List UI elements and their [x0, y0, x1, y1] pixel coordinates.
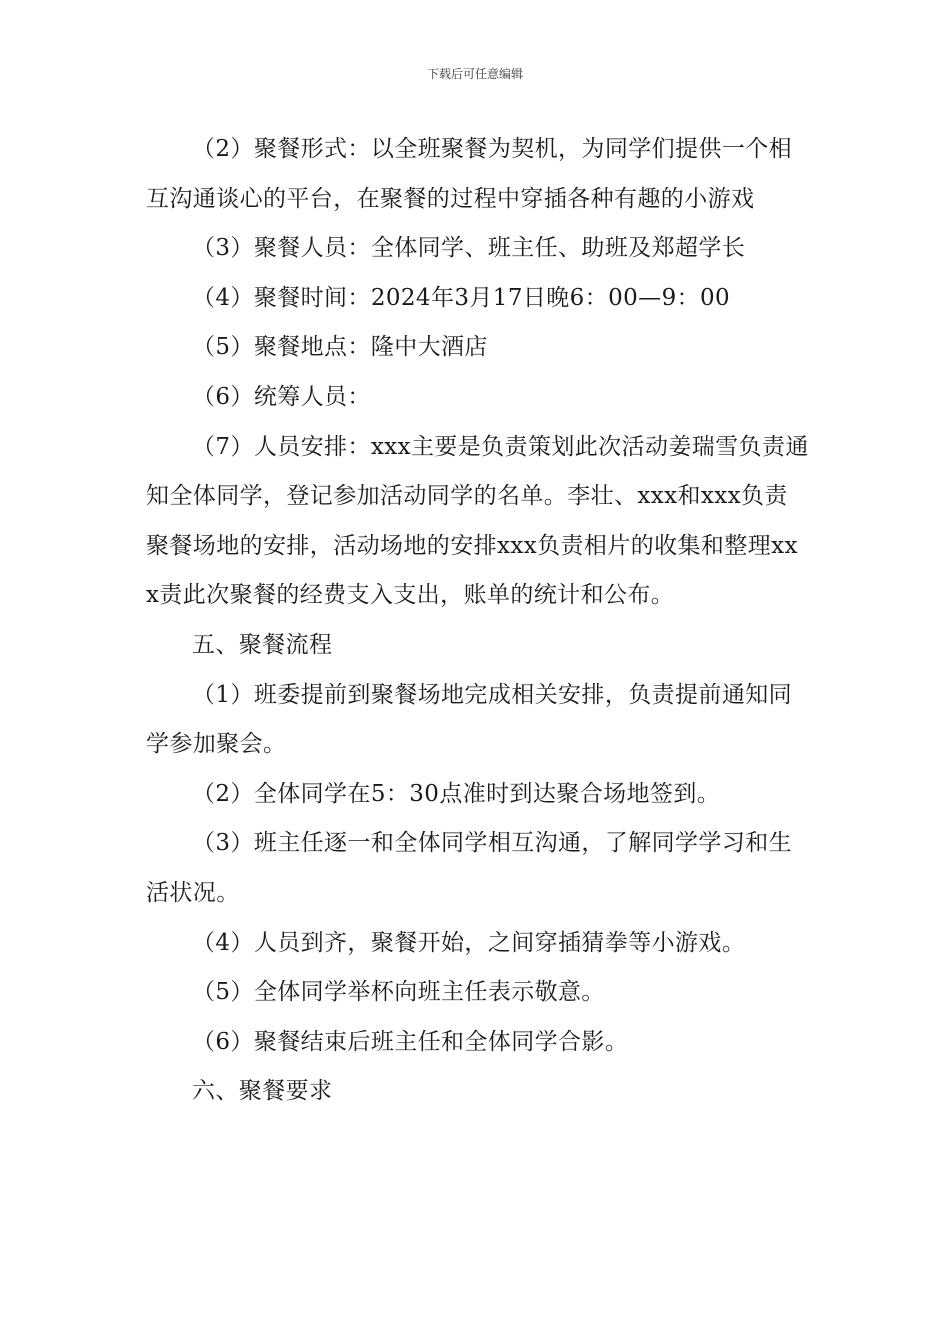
paragraph-dinner-time: （4）聚餐时间：2024年3月17日晚6：00—9：00 — [192, 284, 731, 311]
paragraph-dinner-format: （2）聚餐形式：以全班聚餐为契机，为同学们提供一个相互沟通谈心的平台，在聚餐的过程中穿插各种有趣的小游戏 — [146, 136, 793, 212]
paragraph-process-step-2: （2）全体同学在5：30点准时到达聚合场地签到。 — [192, 780, 721, 807]
paragraph-process-step-1: （1）班委提前到聚餐场地完成相关安排，负责提前通知同学参加聚会。 — [146, 681, 793, 758]
section-heading-dinner-requirements: 六、聚餐要求 — [192, 1078, 333, 1105]
paragraph-process-step-5: （5）全体同学举杯向班主任表示敬意。 — [192, 979, 605, 1006]
paragraph-process-step-3: （3）班主任逐一和全体同学相互沟通，了解同学学习和生活状况。 — [146, 830, 793, 906]
section-heading-dinner-process: 五、聚餐流程 — [192, 631, 333, 658]
paragraph-coordinators: （6）统筹人员： — [192, 383, 371, 410]
paragraph-process-step-6: （6）聚餐结束后班主任和全体同学合影。 — [192, 1028, 629, 1055]
header-note: 下载后可任意编辑 — [426, 67, 523, 81]
paragraph-dinner-attendees: （3）聚餐人员：全体同学、班主任、助班及郑超学长 — [192, 235, 746, 262]
paragraph-process-step-4: （4）人员到齐，聚餐开始，之间穿插猜拳等小游戏。 — [192, 929, 746, 956]
paragraph-dinner-location: （5）聚餐地点：隆中大酒店 — [192, 334, 488, 361]
paragraph-staff-arrangement: （7）人员安排：xxx主要是负责策划此次活动姜瑞雪负责通知全体同学，登记参加活动同学的名单。李壮、xxx和xxx负责聚餐场地的安排，活动场地的安排xxx负责相片的收集和整理xxx责此次聚餐的经费支入支出，账单的统计和公布。 — [146, 433, 809, 609]
document-body — [146, 125, 811, 1117]
